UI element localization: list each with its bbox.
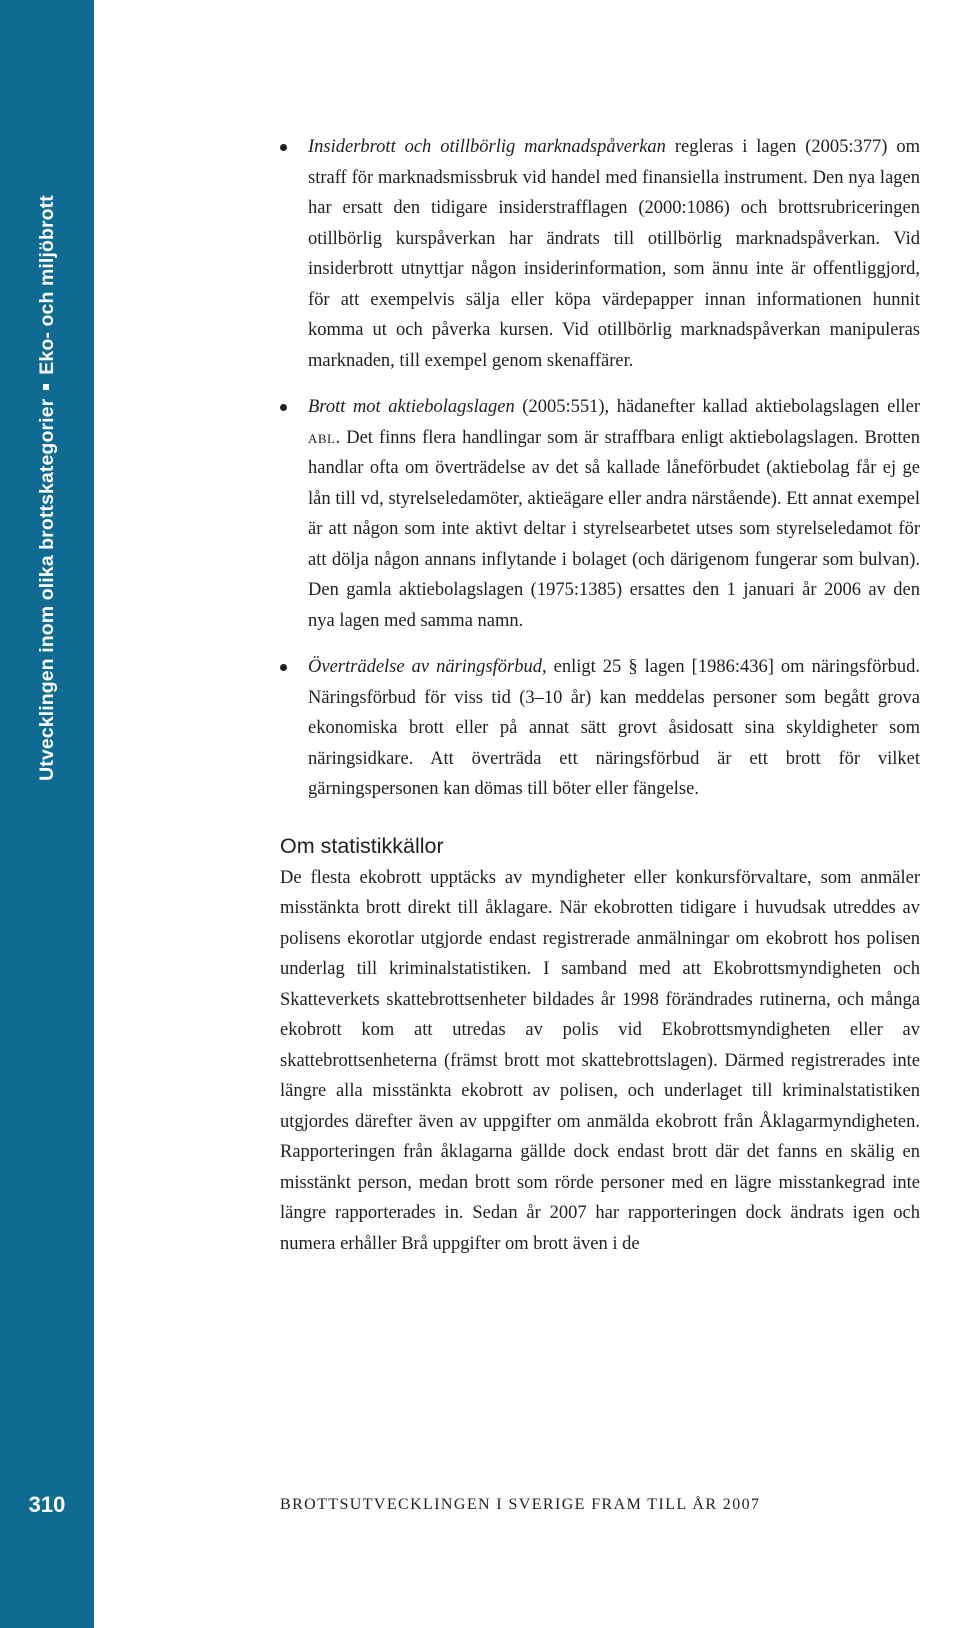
separator-square-icon [43,384,49,390]
section-body: De flesta ekobrott upptäcks av myndigheter eller konkursförvaltare, som anmäler misstänkta brott direkt till åklagare. När ekobrotten tidigare i huvudsak utreddes av polisens ekorotlar utgjorde endast registrerade anmälningar om ekobrott hos polisen underlag till kriminalstatistiken. I samband med att Ekobrottsmyndigheten och Skatteverkets skattebrottsenheter bildades år 1998 förändrades rutinerna, och många ekobrott kom att utredas av polis vid Ekobrottsmyndigheten eller av skattebrottsenheterna (främst brott mot skattebrottslagen). Därmed registrerades inte längre alla misstänkta ekobrott av polisen, och underlaget till kriminalstatistiken utgjordes därefter även av uppgifter om anmälda ekobrott från Åklagarmyndigheten. Rapporteringen från åklagarna gällde dock endast brott där det fanns en skälig en misstänkt person, medan brott som rörde personer med en lägre misstankegrad inte längre rapporterades in. Sedan år 2007 har rapporteringen dock ändrats igen och numera erhåller Brå uppgifter om brott även i de [280,867,920,1254]
bullet-text: regleras i lagen (2005:377) om straff för marknadsmissbruk vid handel med finansiella instrument. Den nya lagen har ersatt den tidigare insiderstrafflagen (2000:1086) och brottsrubriceringen otillbörlig kurspåverkan har ändrats till otillbörlig marknadspåverkan. Vid insiderbrott utnyttjar någon insiderinformation, som ännu inte är offentliggjord, för att exempelvis sälja eller köpa värdepapper innan informationen hunnit komma ut och påverka kursen. Vid otillbörlig marknadspåverkan manipuleras marknaden, till exempel genom skenaffärer. [308,137,920,371]
bullet-text: , enligt 25 § lagen [1986:436] om näringsförbud. Näringsförbud för viss tid (3–10 år) kan meddelas personer som begått grova ekonomiska brott eller på annat sätt grovt åsidosatt sina skyldigheter som näringsidkare. Att överträda ett näringsförbud är ett brott för vilket gärningspersonen kan dömas till böter eller fängelse. [308,657,920,799]
bullet-term: Insiderbrott och otillbörlig marknadspåverkan [308,137,666,157]
bullet-paragraph [308,392,920,636]
bullet-item [280,132,920,376]
bullet-icon [280,404,287,411]
bullet-paragraph [308,652,920,805]
section-heading: Om statistikkällor [280,833,444,858]
bullet-text: . Det finns flera handlingar som är straffbara enligt aktiebolagslagen. Brotten handlar ofta om överträdelse av det så kallade låneförbudet (aktiebolag får ej ge lån till vd, styrelseledamöter, aktieägare eller andra närstående). Ett annat exempel är att någon som inte aktivt deltar i styrelsearbetet utses som styrelseledamot för att dölja någon annans inflytande i bolaget (och därigenom fungerar som bulvan). Den gamla aktiebolagslagen (1975:1385) ersattes den 1 januari år 2006 av den nya lagen med samma namn. [308,427,920,631]
abbreviation: abl [308,427,336,448]
bullet-item [280,652,920,805]
bullet-icon [280,664,287,671]
running-footer: BROTTSUTVECKLINGEN I SVERIGE FRAM TILL ÅR 2007 [280,1496,761,1513]
bullet-paragraph [308,132,920,376]
page-number: 310 [28,1492,66,1517]
bullet-term: Brott mot aktiebolagslagen [308,397,515,417]
chapter-title-part1: Utvecklingen inom olika brottskategorier [36,398,58,781]
sidebar [0,0,94,1628]
bullet-icon [280,144,287,151]
bullet-term: Överträdelse av näringsförbud [308,657,542,677]
bullet-text: (2005:551), hädanefter kallad aktiebolagslagen eller [514,397,920,417]
bullet-item [280,392,920,636]
chapter-title-part2: Eko- och miljöbrott [36,195,58,375]
main-content [280,132,920,1259]
chapter-title [29,108,65,868]
